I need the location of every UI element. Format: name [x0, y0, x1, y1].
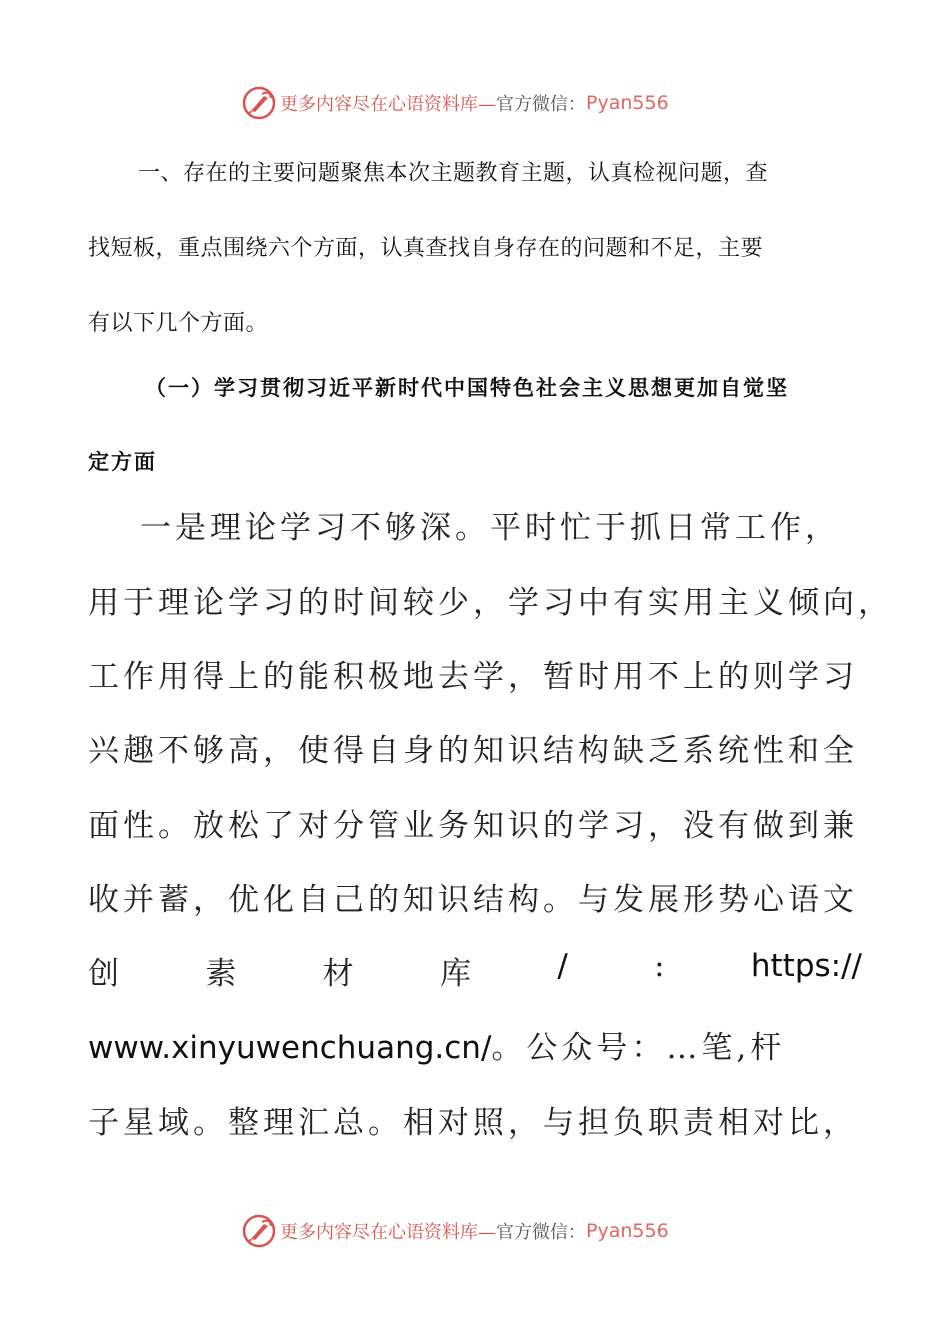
banner-wechat-label: 官方微信： — [496, 94, 586, 115]
body-line-8-rest: 。公众号：…笔,杆 — [491, 1030, 786, 1066]
footer-banner — [242, 1211, 669, 1251]
body-line-9: 子星域。整理汇总。相对照，与担负职责相对比， — [88, 1105, 858, 1141]
spread-char: 库 — [439, 956, 471, 992]
body-line-2: 用于理论学习的时间较少，学习中有实用主义倾向， — [88, 585, 893, 621]
banner-wechat-label: 官方微信： — [496, 1222, 586, 1243]
banner-brand-text: 更多内容尽在心语资料库— — [280, 1222, 496, 1243]
banner-brand-text: 更多内容尽在心语资料库— — [280, 94, 496, 115]
banner-wechat-id: Pyan556 — [586, 92, 669, 114]
subsection-one-line-1: （一）学习贯彻习近平新时代中国特色社会主义思想更加自觉坚 — [145, 375, 789, 400]
url-prefix: https:// — [750, 948, 862, 984]
section-one-line-2: 找短板，重点围绕六个方面，认真查找自身存在的问题和不足，主要 — [88, 236, 764, 261]
body-line-3: 工作用得上的能积极地去学，暂时用不上的则学习 — [88, 659, 858, 695]
section-one-line-1: 一、存在的主要问题聚焦本次主题教育主题，认真检视问题，查 — [138, 161, 769, 186]
body-line-4: 兴趣不够高，使得自身的知识结构缺乏系统性和全 — [88, 733, 858, 769]
header-banner — [242, 83, 669, 123]
banner-wechat-id: Pyan556 — [586, 1220, 669, 1242]
body-line-8 — [88, 1022, 862, 1067]
spread-char: : — [654, 948, 665, 984]
body-line-1: 一是理论学习不够深。平时忙于抓日常工作， — [140, 510, 840, 546]
body-line-5: 面性。放松了对分管业务知识的学习，没有做到兼 — [88, 808, 858, 844]
subsection-one-line-2: 定方面 — [88, 449, 157, 474]
body-line-6: 收并蓄，优化自己的知识结构。与发展形势心语文 — [88, 882, 858, 918]
section-one-line-3: 有以下几个方面。 — [88, 311, 269, 336]
spread-char: 创 — [88, 956, 119, 992]
quill-logo-icon — [242, 86, 276, 120]
spread-char: 素 — [205, 956, 237, 992]
website-url: www.xinyuwenchuang.cn/ — [88, 1030, 492, 1066]
spread-char: 材 — [322, 956, 354, 992]
body-line-7-spread — [88, 948, 862, 993]
spread-char: / — [557, 948, 568, 984]
quill-logo-icon — [242, 1214, 276, 1248]
